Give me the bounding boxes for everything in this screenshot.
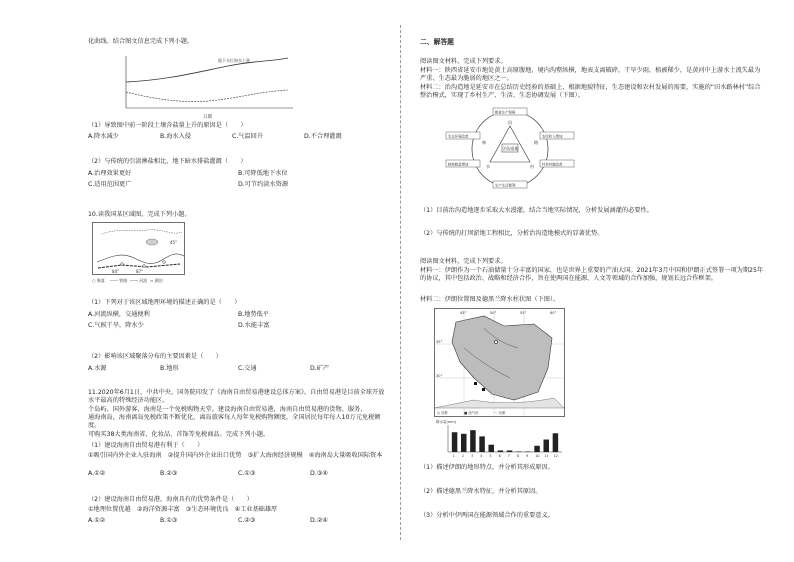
q-a-opt-d[interactable]: D.不合理灌溉 (304, 133, 342, 140)
lake-shape (146, 239, 158, 245)
question-10-2: （2）影响该区域聚落分布的主要因素是（ ） (88, 353, 222, 360)
precip-bar (470, 430, 476, 452)
precip-month-label: 6 (498, 454, 501, 458)
precip-bar (507, 450, 513, 452)
q11-1-opt-c[interactable]: C.①③ (238, 470, 256, 477)
question-b: （2）与传统的引淡淋盐相比，地下暗水排盐灌溉（ ） (88, 158, 247, 165)
capital-marker (494, 340, 497, 343)
diagram-center: 治沟造地 (503, 146, 519, 151)
precip-bar (489, 445, 495, 452)
q-a-opt-a[interactable]: A.降水减少 (88, 133, 119, 140)
q11-1-items: ①吸引国内外企业入驻海南 ②提升国内外企业出口优势 ③扩大海南经济规模 ④海南岛大量吸收国际资本 (88, 452, 383, 459)
q11-1-opt-d[interactable]: D.③④ (310, 470, 328, 477)
chart1-xlabel: 日期 (203, 115, 212, 120)
precip-bar (525, 451, 531, 452)
r2-question-3: （3）分析中伊两国在能源领域合作的重要意义。 (420, 512, 554, 519)
question-a: （1）导致图中前一阶段土壤含盐量上升的原因是（ ） (88, 122, 247, 129)
q-b-opt-b[interactable]: B.可降低地下水位 (238, 170, 288, 177)
ring-bl: 耕地数量增加 (448, 162, 469, 167)
precip-bar (544, 440, 550, 452)
q11-2-items: ①地理位置优越 ②海洋资源丰富 ③生态环境优良 ④工业基础雄厚 (88, 506, 278, 513)
q10-1-opt-c[interactable]: C.气候干旱，降水少 (88, 322, 144, 329)
map2-lat-1: 30° (436, 374, 443, 378)
series-upper-label: 地下水位海水上涨 (218, 58, 250, 63)
map2-lon-3: 60° (550, 311, 557, 315)
map1-lon-label-1: 84° (112, 269, 120, 274)
precip-month-label: 2 (461, 454, 465, 458)
question-11-2: （2）建设海南自由贸易港，海南具有的优势条件是（ ） (88, 496, 253, 503)
question-10-1: （1）下列对于该区域地理环境的描述正确的是（ ） (88, 299, 241, 306)
oil-field-marker (474, 382, 477, 385)
q10-1-opt-b[interactable]: B.地势低平 (238, 311, 269, 318)
diagram-top: 田 (508, 120, 512, 125)
map2-legend-oil: ■ 油气田 (464, 411, 479, 415)
r2-question-2: （2）描述德黑兰降水特征，并分析其原因。 (420, 488, 542, 495)
map2-lat-0: 35° (436, 340, 443, 344)
precip-month-label: 9 (526, 454, 529, 458)
q10-2-opt-b[interactable]: B.地形 (160, 365, 179, 372)
settlement-dot (121, 263, 124, 266)
q11-2-opt-a[interactable]: A.①② (88, 517, 106, 524)
precip-bar (479, 436, 485, 452)
r2-material-2: 材料二：伊朗位置图及德黑兰降水柱状图（下图）。 (420, 296, 560, 303)
q10-2-opt-d[interactable]: D.矿产 (310, 365, 330, 372)
q10-2-opt-c[interactable]: C.交通 (238, 365, 257, 372)
precip-month-label: 5 (489, 454, 492, 458)
q10-1-opt-d[interactable]: D.水能丰富 (238, 322, 270, 329)
precip-bar (461, 434, 467, 452)
precip-month-label: 12 (553, 454, 558, 458)
settlement-dot (163, 261, 166, 264)
q-b-opt-c[interactable]: C.适用范围更广 (88, 181, 132, 188)
diagram-right: 路 (534, 140, 538, 145)
lower-curve (126, 90, 288, 102)
question-11-p4: 可购买38大类海南省、化妆品、首饰等免税商品。完成下列小题。 (88, 431, 270, 438)
q11-1-opt-b[interactable]: B.②③ (160, 470, 178, 477)
intro-text: 化曲线。结合图文信息完成下列小题。 (88, 38, 194, 45)
r2-intro: 阅读图文材料，完成下列要求。 (420, 258, 507, 265)
q11-2-opt-c[interactable]: C.②③ (238, 517, 256, 524)
q11-2-opt-d[interactable]: D.②④ (310, 517, 328, 524)
question-11-p1: 11.2020年6月1日，中共中央、国务院印发了《海南自由贸易港建设总体方案》。自由贸易港是目前全球开放水平最高的特殊经济功能区。 (88, 389, 385, 405)
ring-top: 粮食生产保障 (495, 110, 516, 115)
left-column (88, 0, 388, 562)
section-heading: 二、解答题 (420, 38, 454, 46)
ring-br: 村容村貌改善 (542, 162, 563, 167)
q11-2-opt-b[interactable]: B.①③ (160, 517, 178, 524)
settlement-dot (143, 265, 146, 268)
q-b-opt-d[interactable]: D.可节约淡水资源 (238, 181, 289, 188)
q-b-opt-a[interactable]: A.治理效果更好 (88, 170, 132, 177)
question-11-p3: 通海南岛，海南离岛免税政策不断优化，离岛旅客每人每年免税购物额度，全国居民每年每人10万元免税额度。 (88, 414, 381, 430)
iran-location-map (434, 308, 566, 418)
ring-right: 农民收入增加 (542, 134, 563, 139)
land-consolidation-diagram (440, 104, 580, 192)
precip-month-label: 1 (452, 454, 455, 458)
q-a-opt-b[interactable]: B.海水入侵 (160, 133, 191, 140)
diagram-bottom-left: 水 (486, 164, 490, 169)
question-11-p2: 个岛屿、国外游客，海南是一个免税购物天堂。建设海南自由贸易港，海南自由贸易港的货物、服务、 (88, 406, 367, 413)
map1-legend-2: —— 铁路 (110, 278, 128, 283)
q10-2-opt-a[interactable]: A.水源 (88, 365, 107, 372)
q11-1-opt-a[interactable]: A.①② (88, 470, 106, 477)
map2-lon-1: 50° (490, 311, 497, 315)
region-map (92, 222, 192, 286)
question-10: 10.读我国某区域图，完成下列小题。 (88, 211, 191, 218)
diagram-left: 林 (482, 140, 486, 145)
map2-legend-river: ～ 河流 (494, 411, 506, 415)
precip-month-label: 11 (544, 454, 549, 458)
r2-question-1: （1）描述伊朗的地形特点，并分析其形成原因。 (420, 464, 554, 471)
precip-bar (452, 432, 458, 452)
upper-curve (126, 58, 288, 82)
precip-month-label: 3 (471, 454, 474, 458)
map1-lon-label-2: 87° (136, 269, 144, 274)
q-a-opt-c[interactable]: C.气温回升 (232, 133, 264, 140)
ring-bottom: 生产生活便利 (495, 183, 516, 188)
r-question-2: （2）与传统的打坝淤地工程相比，分析治沟造地模式的显著优势。 (420, 230, 604, 237)
precip-month-label: 8 (516, 454, 520, 458)
precip-month-label: 10 (535, 454, 540, 458)
map1-legend-1: ○ 聚落 (92, 278, 105, 283)
map1-legend-3: —— 河流 (130, 278, 148, 283)
right-column (420, 0, 765, 562)
ring-left: 生态环境改善 (448, 134, 469, 139)
map1-lat-label: 45° (170, 240, 178, 245)
map2-lon-2: 55° (520, 311, 527, 315)
precip-chart (434, 418, 566, 462)
r-material-2: 材料二：治沟造地是延安市在总结历史经验的基础上，根据地貌特征，生态建设和农村发展的需要，实施的“田水路林村”综合整治模式，实现了乡村生产、生活、生态协调发展（下图）。 (420, 84, 761, 100)
q10-1-opt-a[interactable]: A.河流纵横，交通便利 (88, 311, 150, 318)
r-material-1: 材料一：陕西省延安市地处黄土高原腹地，境内沟壑纵横，地表支离破碎，干旱少雨，植被稀少，是黄河中上游水土流失最为严重、生态最为脆弱的地区之一。 (420, 67, 761, 83)
precip-month-label: 4 (480, 454, 483, 458)
map2-lon-0: 45° (460, 311, 467, 315)
r2-material-1: 材料一：伊朗作为一个石油储量十分丰富的国家，也是世界上重要的产油大国。2021年3月中国和伊朗正式签署一项为期25年的协议，其中包括政治、战略和经济合作，旨在使两国在能源、人文等领域的合作加强，规划长远合作框架。 (420, 267, 764, 283)
precip-ylabel: 降水量(mm) (436, 420, 457, 424)
oil-field-marker (482, 388, 485, 391)
r-intro: 阅读图文材料，完成下列要求。 (420, 58, 507, 65)
map1-legend-5: ≈ 湖泊 (150, 278, 163, 283)
column-divider (400, 25, 401, 540)
precip-bar (553, 433, 559, 452)
salinity-line-chart (108, 52, 298, 120)
question-11-1: （1）建设海南自由贸易港有利于（ ） (88, 442, 204, 449)
r-question-1: （1）目前治沟造地逐步采取大水漫灌，结合当地实际情况，分析发展滴灌的必要性。 (420, 207, 653, 214)
precip-month-label: 7 (507, 454, 510, 458)
precip-bar (516, 451, 522, 452)
diagram-bottom-right: 村 (530, 164, 534, 169)
map2-legend-city: ◎ 首都 (437, 411, 448, 415)
precip-bar (498, 450, 504, 452)
precip-bar (534, 446, 540, 452)
